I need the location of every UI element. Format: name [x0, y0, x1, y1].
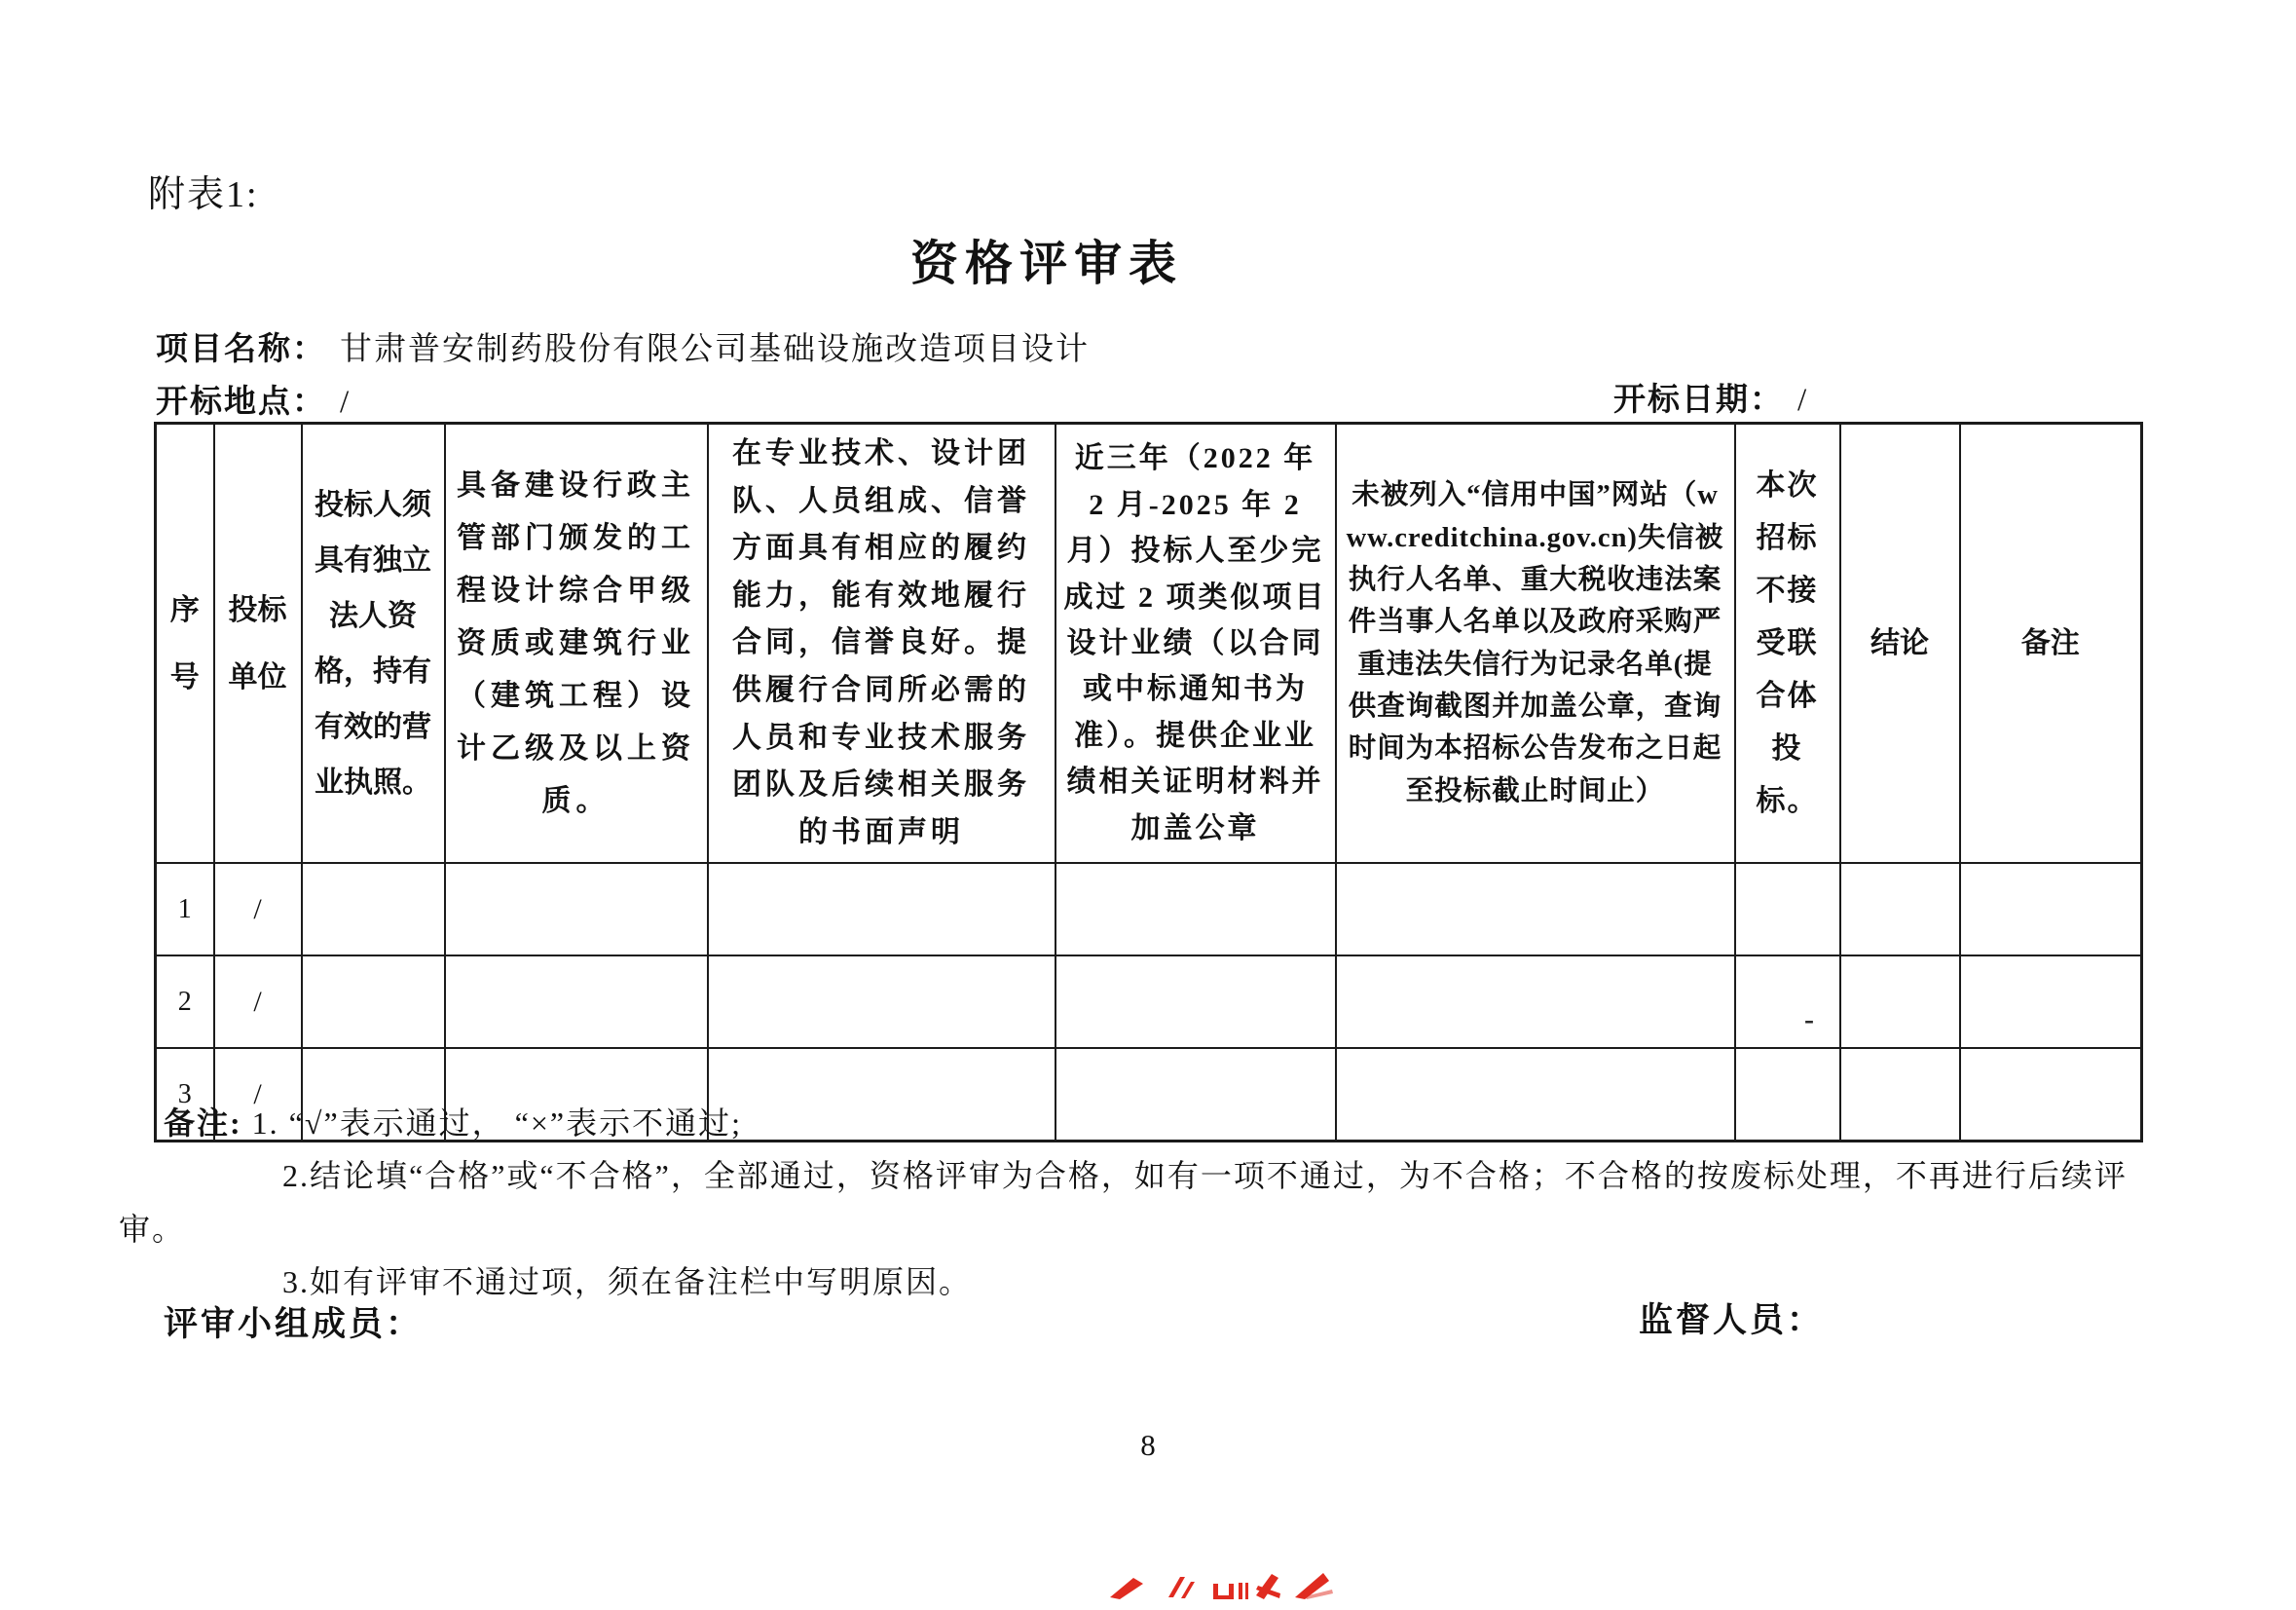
review-team-label: 评审小组成员：	[164, 1305, 424, 1343]
header-design-qualification: 具备建设行政主管部门颁发的工程设计综合甲级资质或建筑行业（建筑工程）设计乙级及以上资质。	[445, 424, 708, 864]
table-cell	[445, 955, 708, 1048]
project-name-label: 项目名称：	[156, 332, 326, 367]
bid-location-label: 开标地点：	[156, 385, 326, 420]
table-cell	[1336, 955, 1735, 1048]
remarks-item-2: 2.结论填“合格”或“不合格”，全部通过，资格评审为合格，如有一项不通过，为不合格；不合格的按废标处理，不再进行后续评审。	[119, 1158, 2128, 1247]
bid-location-line	[156, 376, 351, 422]
header-credit-china: 未被列入“信用中国”网站（www.creditchina.gov.cn)失信被执行人名单、重大税收违法案件当事人名单以及政府采购严重违法失信行为记录名单(提供查询截图并加盖公章，查询时间为本招标公告发布之日起至投标截止时间止）	[1336, 424, 1735, 864]
red-stamp-fragment	[1098, 1570, 1390, 1609]
header-remarks: 备注	[1960, 424, 2142, 864]
remarks-line-1	[119, 1097, 2189, 1149]
project-name-line	[156, 323, 1090, 369]
table-cell	[1840, 955, 1960, 1048]
header-row	[156, 424, 2142, 864]
table-row	[156, 955, 2142, 1048]
stray-pen-mark: -	[1804, 1003, 1814, 1035]
bid-date-value: /	[1797, 383, 1809, 418]
header-conclusion: 结论	[1840, 424, 1960, 864]
remarks-item-1: 1. “√”表示通过， “×”表示不通过;	[251, 1105, 742, 1141]
header-no-consortium: 本次招标不接受联合体投标。	[1735, 424, 1840, 864]
table-row	[156, 863, 2142, 955]
page-title: 资格评审表	[909, 237, 1183, 290]
bid-location-value: /	[340, 385, 352, 420]
header-bidder: 投标单位	[214, 424, 302, 864]
table-cell	[1735, 863, 1840, 955]
table-cell	[708, 955, 1055, 1048]
remarks-label: 备注:	[164, 1105, 242, 1141]
table-cell	[302, 955, 445, 1048]
remarks-section	[119, 1097, 2189, 1309]
table-cell	[445, 863, 708, 955]
table-cell	[1960, 863, 2142, 955]
table-cell	[1960, 955, 2142, 1048]
bidder-unit-cell: /	[214, 955, 302, 1048]
header-legal-qualification: 投标人须具有独立法人资格，持有有效的营业执照。	[302, 424, 445, 864]
table-cell	[708, 863, 1055, 955]
table-cell	[1055, 955, 1336, 1048]
row-number-cell: 1	[156, 863, 214, 955]
bid-date-label: 开标日期：	[1613, 383, 1784, 418]
table-cell	[1055, 863, 1336, 955]
header-seq: 序号	[156, 424, 214, 864]
bid-date-line	[1613, 374, 1808, 420]
table-cell	[1840, 863, 1960, 955]
page-number: 8	[1140, 1428, 1156, 1462]
attachment-label: 附表1:	[148, 174, 259, 215]
supervisor-label: 监督人员：	[1639, 1301, 1825, 1339]
qualification-table	[154, 422, 2143, 1142]
project-name-value: 甘肃普安制药股份有限公司基础设施改造项目设计	[340, 332, 1090, 367]
row-number-cell: 2	[156, 955, 214, 1048]
table-cell	[1336, 863, 1735, 955]
remarks-item-3: 3.如有评审不通过项，须在备注栏中写明原因。	[282, 1264, 973, 1300]
table-cell	[302, 863, 445, 955]
bidder-unit-cell: /	[214, 1048, 302, 1141]
row-number-cell: 3	[156, 1048, 214, 1141]
header-performance-capability: 在专业技术、设计团队、人员组成、信誉方面具有相应的履约能力，能有效地履行合同，信誉良好。提供履行合同所必需的人员和专业技术服务团队及后续相关服务的书面声明	[708, 424, 1055, 864]
header-similar-projects: 近三年（2022 年 2 月-2025 年 2 月）投标人至少完成过 2 项类似项目设计业绩（以合同或中标通知书为准）。提供企业业绩相关证明材料并加盖公章	[1055, 424, 1336, 864]
bidder-unit-cell: /	[214, 863, 302, 955]
table-cell	[1735, 955, 1840, 1048]
